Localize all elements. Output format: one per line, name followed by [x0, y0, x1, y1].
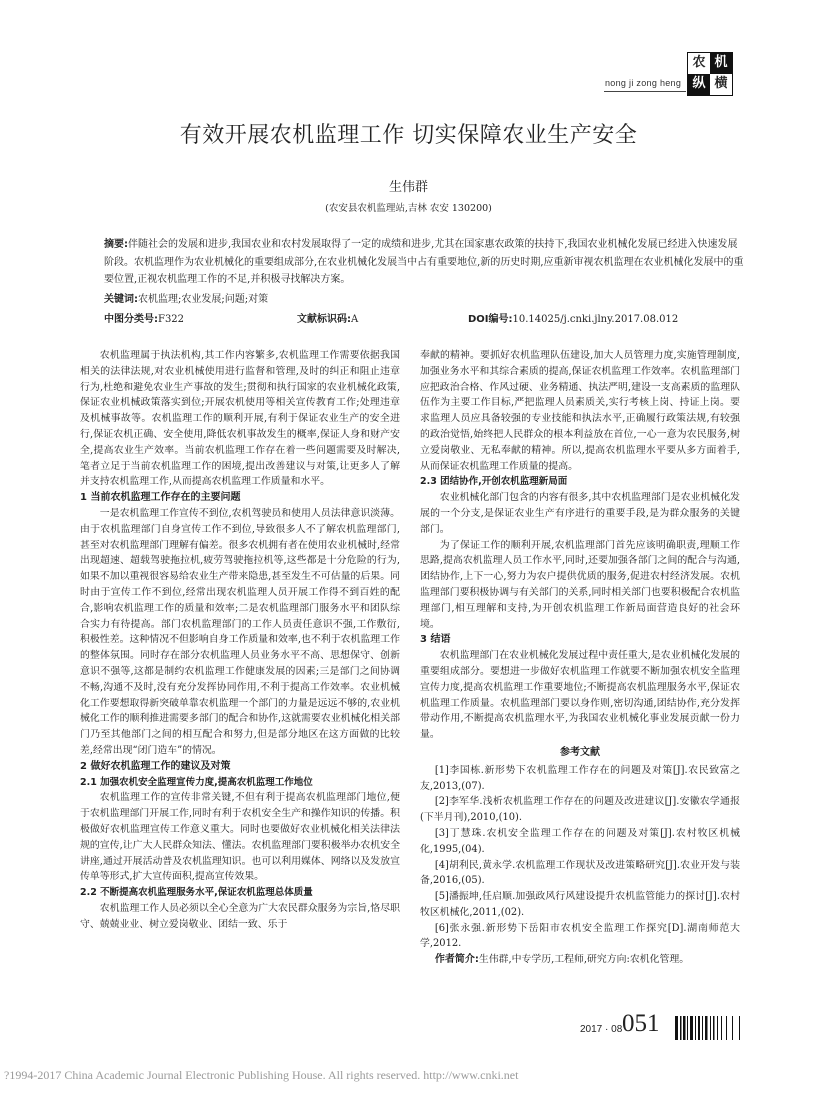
doi-value: 10.14025/j.cnki.jlny.2017.08.012	[512, 314, 679, 325]
classification-number	[104, 310, 184, 325]
author-name: 生伟群	[388, 180, 428, 195]
header-rule	[604, 91, 686, 92]
section-heading: 1 当前农机监理工作存在的主要问题	[80, 492, 241, 504]
abstract	[104, 236, 744, 289]
document-mark-value: A	[351, 314, 359, 325]
subsection-heading: 2.1 加强农机安全监理宣传力度,提高农机监理工作地位	[80, 776, 313, 788]
logo-char: 机	[710, 53, 732, 74]
column-logo	[687, 52, 733, 96]
journal-column-pinyin: nong ji zong heng	[605, 78, 682, 88]
references-title: 参考文献	[560, 746, 600, 758]
reference-item: [1]李国栋.新形势下农机监理工作存在的问题及对策[J].农民致富之友,2013,(07).	[420, 764, 740, 792]
body-paragraph: 农机监理部门在农业机械化发展过程中责任重大,是农业机械化发展的重要组成部分。要想进一步做好农机监理工作就要不断加强农机安全监理宣传力度,提高农机监理工作重要地位;不断提高农机监理服务水平,保证农机监理工作质量。农机监理部门要以身作则,密切沟通,团结协作,充分发挥带动作用,不断提高农机监理水平,为我国农业机械化事业发展贡献一份力量。	[420, 650, 740, 741]
author-bio-label: 作者简介:	[434, 954, 479, 966]
abstract-label: 摘要:	[104, 239, 128, 250]
classification-label: 中图分类号:	[104, 314, 158, 325]
body-paragraph: 农机监理工作人员必须以全心全意为广大农民群众服务为宗旨,恪尽职守、兢兢业业、树立爱岗敬业、团结一致、乐于	[80, 902, 400, 930]
reference-item: [4]胡利民,黄永学.农机监理工作现状及改进策略研究[J].农业开发与装备,2016,(05).	[420, 859, 740, 887]
copyright-notice: ?1994-2017 China Academic Journal Electronic Publishing House. All rights reserved. http://www.cnki.net	[4, 1068, 519, 1082]
left-column	[80, 348, 400, 932]
right-column	[420, 348, 740, 968]
section-heading: 2 做好农机监理工作的建议及对策	[80, 760, 231, 772]
document-mark-label: 文献标识码:	[297, 314, 351, 325]
body-paragraph: 农机监理属于执法机构,其工作内容繁多,农机监理工作需要依据我国相关的法律法规,对农业机械使用进行监督和管理,及时的纠正和阻止违章行为,杜绝和避免农业生产事故的发生;贯彻和执行国家的农业机械化政策,保证农业机械政策落实到位;开展农机使用等相关宣传教育工作;处理违章及机械事故等。农机监理工作的顺利开展,有利于保证农业生产的安全进行,保证农机正确、安全使用,降低农机事故发生的概率,保证人身和财产安全,提高农业生产效率。当前农机监理工作存在着一些问题需要及时解决,笔者立足于当前农机监理工作的困境,提出改善建议与对策,让更多人了解并支持农机监理工作,从而提高农机监理工作质量和水平。	[80, 350, 400, 488]
issue-date: 2017 · 08	[580, 1024, 623, 1035]
keywords	[104, 290, 268, 305]
logo-char: 纵	[688, 74, 710, 95]
body-paragraph: 农业机械化部门包含的内容有很多,其中农机监理部门是农业机械化发展的一个分支,是保证农业生产有序进行的重要手段,是为群众服务的关键部门。	[420, 492, 740, 535]
subsection-heading: 2.2 不断提高农机监理服务水平,保证农机监理总体质量	[80, 887, 313, 899]
abstract-text: 伴随社会的发展和进步,我国农业和农村发展取得了一定的成绩和进步,尤其在国家惠农政策的扶持下,我国农业机械化发展已经进入快速发展阶段。农机监理作为农业机械化的重要组成部分,在农业机械化发展当中占有重要地位,新的历史时期,应重新审视农机监理在农业机械化发展中的重要位置,正视农机监理工作的不足,并积极寻找解决方案。	[104, 239, 744, 285]
reference-item: [6]张永强.新形势下岳阳市农机安全监理工作探究[D].湖南师范大学,2012.	[420, 922, 740, 950]
subsection-heading: 2.3 团结协作,开创农机监理新局面	[420, 476, 568, 488]
section-heading: 3 结语	[420, 634, 451, 646]
classification-value: F322	[158, 314, 185, 325]
author-bio	[420, 952, 740, 968]
body-paragraph: 奉献的精神。要抓好农机监理队伍建设,加大人员管理力度,实施管理制度,加强业务水平和其综合素质的提高,保证农机监理工作效率。农机监理部门应把政治合格、作风过硬、业务精通、执法严明,建设一支高素质的监理队伍作为主要工作目标,严把监理人员素质关,实行考核上岗、持证上岗。要求监理人员应具备较强的专业技能和执法水平,正确履行政策法规,有较强的政治觉悟,始终把人民群众的根本利益放在首位,一心一意为农民服务,树立爱岗敬业、无私奉献的精神。所以,提高农机监理水平要从多方面着手,从而保证农机监理工作质量的提高。	[420, 350, 740, 472]
reference-item: [2]李军华.浅析农机监理工作存在的问题及改进建议[J].安徽农学通报(下半月刊),2010,(10).	[420, 796, 740, 824]
reference-item: [3]丁慧珠.农机安全监理工作存在的问题及对策[J].农村牧区机械化,1995,(04).	[420, 827, 740, 855]
logo-char: 农	[692, 55, 706, 70]
body-paragraph: 农机监理工作的宣传非常关键,不但有利于提高农机监理部门地位,便于农机监理部门开展工作,同时有利于农机安全生产和操作知识的传播。积极做好农机监理宣传工作意义重大。同时也要做好农业机械化相关法律法规的宣传,让广大人民群众知法、懂法。农机监理部门要积极举办农机安全讲座,通过开展活动普及农机监理知识。也可以利用媒体、网络以及发放宣传单等形式,扩大宣传面积,提高宣传效果。	[80, 792, 400, 883]
decorative-barcode-icon	[675, 1016, 745, 1040]
article-title: 有效开展农机监理工作 切实保障农业生产安全	[179, 123, 638, 148]
body-paragraph: 一是农机监理工作宣传不到位,农机驾驶员和使用人员法律意识淡薄。由于农机监理部门自身宣传工作不到位,导致很多人不了解农机监理部门,甚至对农机监理部门理解有偏差。很多农机拥有者在使用农业机械时,经常出现超速、超载驾驶拖拉机,疲劳驾驶拖拉机等,这些都是十分危险的行为,如果不加以重视很容易给农业生产带来隐患,甚至发生不可估量的后果。同时由于宣传工作不到位,经常出现农机监理人员开展工作得不到百姓的配合,影响农机监理工作的质量和效率;二是农机监理部门服务水平和团队综合实力有待提高。部门农机监理部门的工作人员责任意识不强,工作敷衍,积极性差。这种情况不但影响自身工作质量和效率,也不利于农机监理工作的整体氛围。同时存在部分农机监理人员业务水平不高、思想保守、创新意识不强等,这都是制约农机监理工作健康发展的因素;三是部门之间协调不畅,沟通不及时,没有充分发挥协同作用,不利于提高工作效率。农业机械化工作要想取得新突破单靠农机监理一个部门的力量是远远不够的,农业机械化工作的顺利推进需要多部门的配合和协作,这就需要农业机械化相关部门乃至其他部门之间的相互配合和努力,但是部分地区在这方面做的比较差,经常出现“闭门造车”的情况。	[80, 507, 400, 756]
doi	[468, 310, 678, 325]
body-paragraph: 为了保证工作的顺利开展,农机监理部门首先应该明确职责,理顺工作思路,提高农机监理人员工作水平,同时,还要加强各部门之间的配合与沟通,团结协作,上下一心,努力为农户提供优质的服务,促进农村经济发展。农机监理部门要积极协调与有关部门的关系,同时相关部门也要积极配合农机监理部门,相互理解和支持,为开创农机监理工作新局面营造良好的社会环境。	[420, 539, 740, 630]
keywords-text: 农机监理;农业发展;问题;对策	[138, 294, 269, 305]
logo-char: 横	[714, 76, 728, 91]
keywords-label: 关键词:	[104, 294, 138, 305]
page-number: 051	[622, 1010, 660, 1037]
author-affiliation: (农安县农机监理站,吉林 农安 130200)	[325, 203, 492, 214]
doi-label: DOI编号:	[468, 314, 513, 325]
reference-item: [5]潘振坤,任启顺.加强政风行风建设提升农机监管能力的探讨[J].农村牧区机械化,2011,(02).	[420, 891, 740, 918]
document-mark	[297, 310, 358, 325]
author-bio-text: 生伟群,中专学历,工程师,研究方向:农机化管理。	[478, 954, 690, 966]
